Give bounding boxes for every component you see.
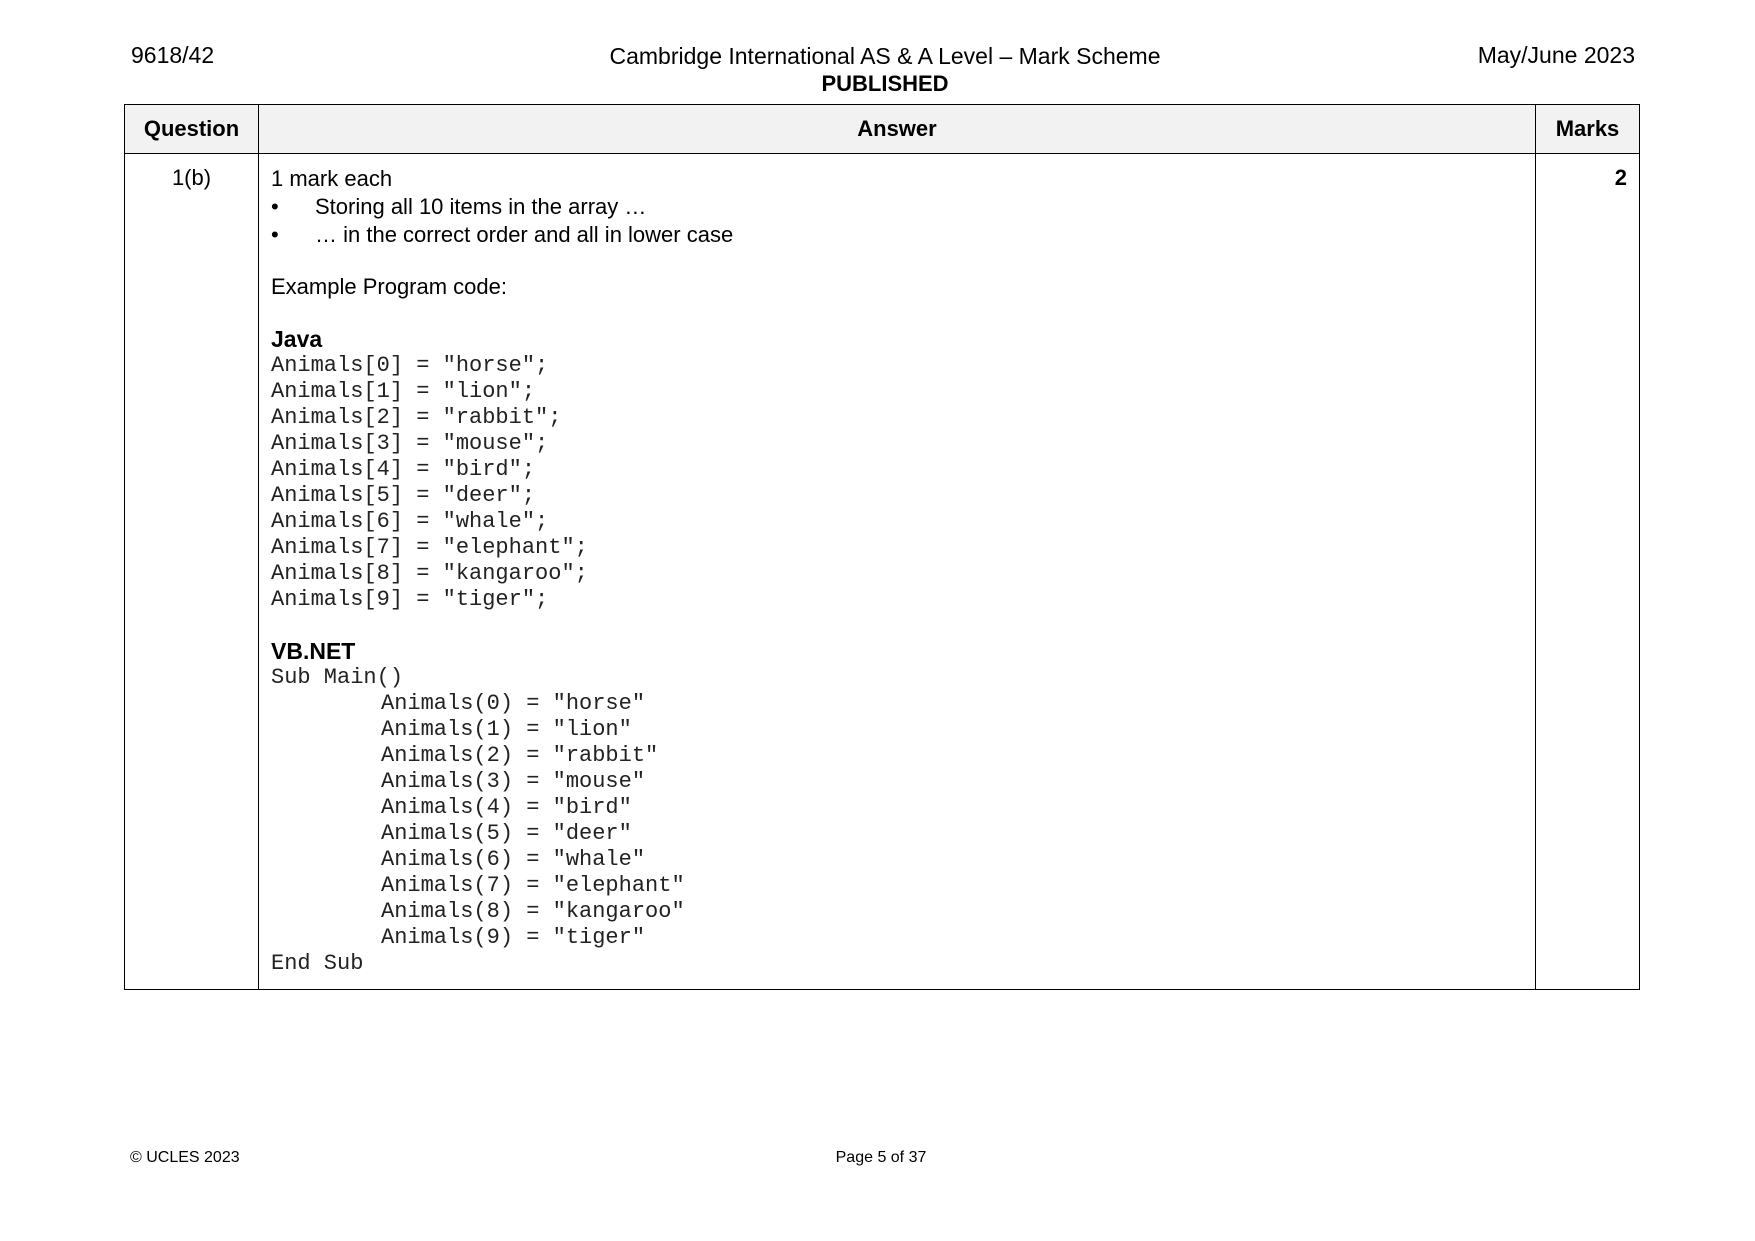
code-line: Animals(1) = "lion" [381,717,632,742]
marks-value: 2 [1536,154,1640,990]
copyright-notice: © UCLES 2023 [130,1149,240,1166]
answer-cell [259,154,1536,990]
code-line: Animals[6] = "whale"; [271,509,549,534]
code-line: Sub Main() [271,665,404,690]
code-line: Animals(2) = "rabbit" [381,743,659,768]
code-line: Animals[2] = "rabbit"; [271,405,562,430]
mark-allocation-note: 1 mark each [271,166,393,191]
question-number: 1(b) [125,154,259,990]
paper-code: 9618/42 [131,42,215,68]
published-label: PUBLISHED [821,71,949,96]
code-line: Animals[5] = "deer"; [271,483,536,508]
code-line: Animals(5) = "deer" [381,821,632,846]
code-line: Animals[0] = "horse"; [271,353,549,378]
marks-column-header: Marks [1536,105,1640,154]
code-line: Animals[4] = "bird"; [271,457,536,482]
java-code-block [271,353,1523,613]
question-column-header: Question [125,105,259,154]
code-line: Animals[3] = "mouse"; [271,431,549,456]
marking-point: • … in the correct order and all in lower case [271,221,1523,249]
code-line: Animals[8] = "kangaroo"; [271,561,588,586]
vbnet-heading: VB.NET [271,638,356,664]
code-line: Animals(7) = "elephant" [381,873,685,898]
code-line: Animals(0) = "horse" [381,691,646,716]
code-line: Animals[9] = "tiger"; [271,587,549,612]
example-code-label: Example Program code: [271,274,507,299]
marking-point: • Storing all 10 items in the array … [271,193,1523,221]
vbnet-code-block [271,665,1523,977]
answer-column-header: Answer [259,105,1536,154]
code-line: Animals(9) = "tiger" [381,925,646,950]
code-line: Animals[1] = "lion"; [271,379,536,404]
code-line: Animals[7] = "elephant"; [271,535,588,560]
java-heading: Java [271,326,323,352]
marking-points-list [271,193,1523,249]
code-line: Animals(8) = "kangaroo" [381,899,685,924]
code-line: End Sub [271,951,364,976]
table-header-row [125,105,1640,154]
table-row [125,154,1640,990]
page-number: Page 5 of 37 [835,1149,927,1166]
document-title: Cambridge International AS & A Level – Mark Scheme [609,43,1161,69]
exam-session: May/June 2023 [1477,42,1635,68]
code-line: Animals(6) = "whale" [381,847,646,872]
code-line: Animals(3) = "mouse" [381,769,646,794]
mark-scheme-table [124,104,1640,990]
code-line: Animals(4) = "bird" [381,795,632,820]
